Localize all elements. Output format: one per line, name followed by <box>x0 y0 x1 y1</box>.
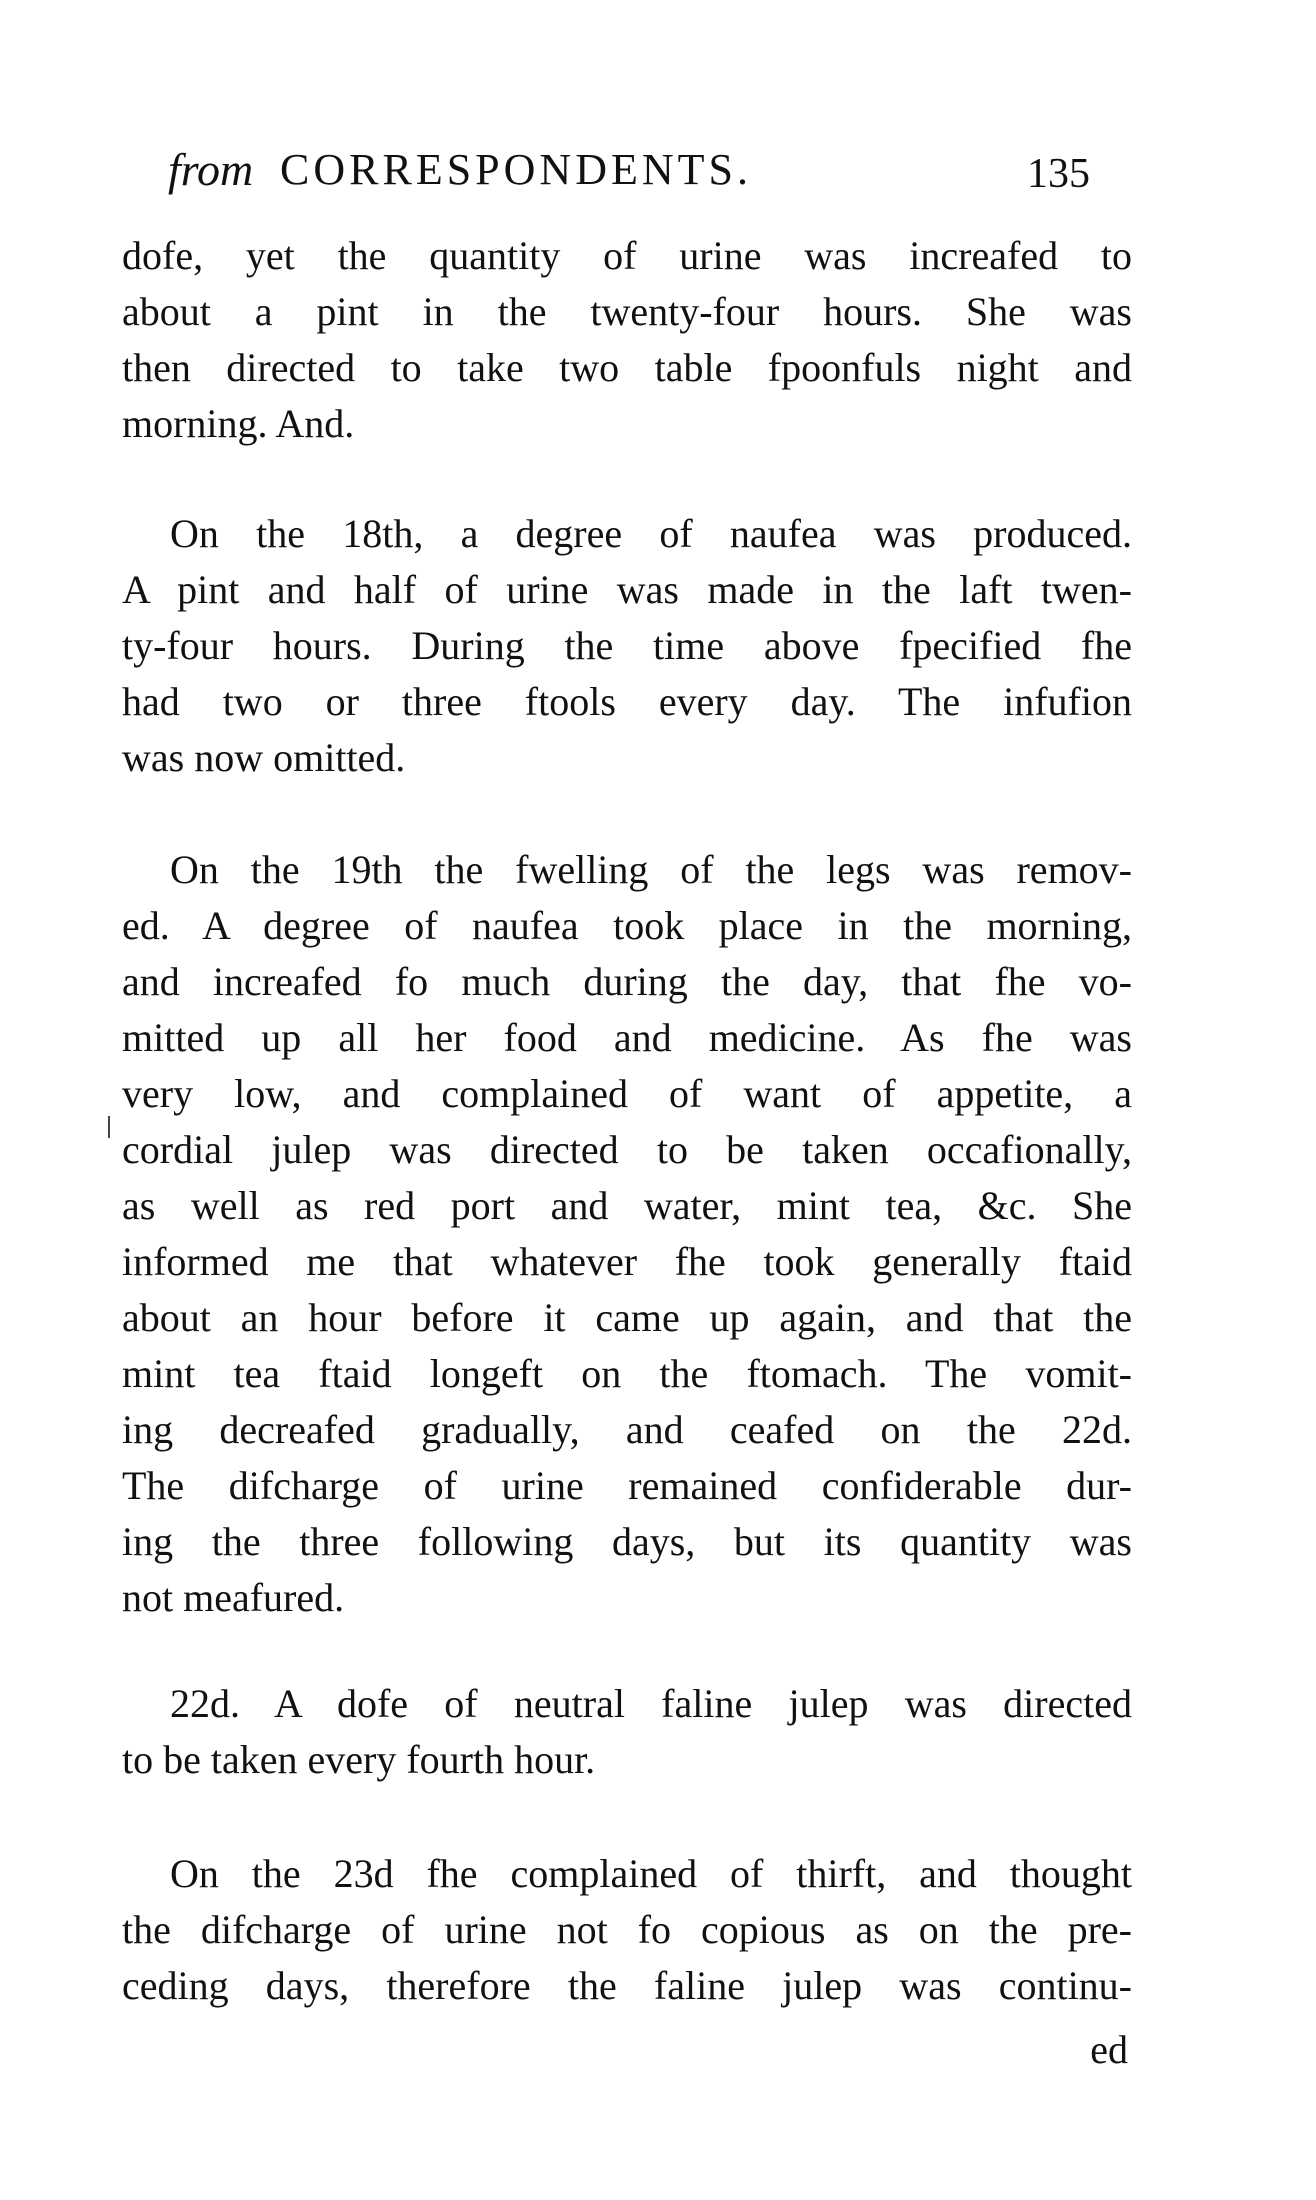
text-line: about a pint in the twenty-four hours. She was <box>122 289 1132 334</box>
text-line: cordial julep was directed to be taken occafionally, <box>122 1127 1132 1172</box>
text-line: the difcharge of urine not fo copious as on the pre- <box>122 1907 1132 1952</box>
text-line: then directed to take two table fpoonfuls night and <box>122 345 1132 390</box>
paragraph-5 <box>122 1846 1132 2014</box>
text-line: ed. A degree of naufea took place in the morning, <box>122 903 1132 948</box>
running-head <box>160 140 1090 200</box>
catchword: ed <box>1090 2027 1128 2072</box>
paragraph-1 <box>122 228 1132 452</box>
text-line: On the 18th, a degree of naufea was produced. <box>170 511 1132 556</box>
running-head-italic: from <box>168 144 254 195</box>
text-line: ing the three following days, but its quantity was <box>122 1519 1132 1564</box>
text-line: On the 23d fhe complained of thirft, and thought <box>170 1851 1132 1896</box>
text-line: ceding days, therefore the faline julep was continu- <box>122 1963 1132 2008</box>
text-line: to be taken every fourth hour. <box>122 1737 596 1782</box>
text-line: as well as red port and water, mint tea, &c. She <box>122 1183 1132 1228</box>
text-line: A pint and half of urine was made in the laft twen- <box>122 567 1132 612</box>
text-line: not meafured. <box>122 1575 345 1620</box>
page-number: 135 <box>1027 151 1090 197</box>
text-line: was now omitted. <box>122 735 406 780</box>
paragraph-3 <box>122 842 1132 1626</box>
paragraph-2 <box>122 506 1132 786</box>
text-line: informed me that whatever fhe took generally ftaid <box>122 1239 1132 1284</box>
text-line: ing decreafed gradually, and ceafed on the 22d. <box>122 1407 1132 1452</box>
text-line: ty-four hours. During the time above fpecified fhe <box>122 623 1132 668</box>
text-line: mitted up all her food and medicine. As fhe was <box>122 1015 1132 1060</box>
scan-speck <box>108 1116 110 1138</box>
text-line: mint tea ftaid longeft on the ftomach. The vomit- <box>122 1351 1132 1396</box>
running-head-title: CORRESPONDENTS. <box>280 145 752 194</box>
text-line: about an hour before it came up again, and that the <box>122 1295 1132 1340</box>
text-line: very low, and complained of want of appetite, a <box>122 1071 1132 1116</box>
paragraph-4 <box>122 1676 1132 1788</box>
text-line: had two or three ftools every day. The infufion <box>122 679 1132 724</box>
text-line: and increafed fo much during the day, that fhe vo- <box>122 959 1132 1004</box>
text-line: The difcharge of urine remained confiderable dur- <box>122 1463 1132 1508</box>
text-line: 22d. A dofe of neutral faline julep was directed <box>170 1681 1132 1726</box>
text-line: dofe, yet the quantity of urine was increafed to <box>122 233 1132 278</box>
text-line: On the 19th the fwelling of the legs was remov- <box>170 847 1132 892</box>
text-line: morning. And. <box>122 401 355 446</box>
